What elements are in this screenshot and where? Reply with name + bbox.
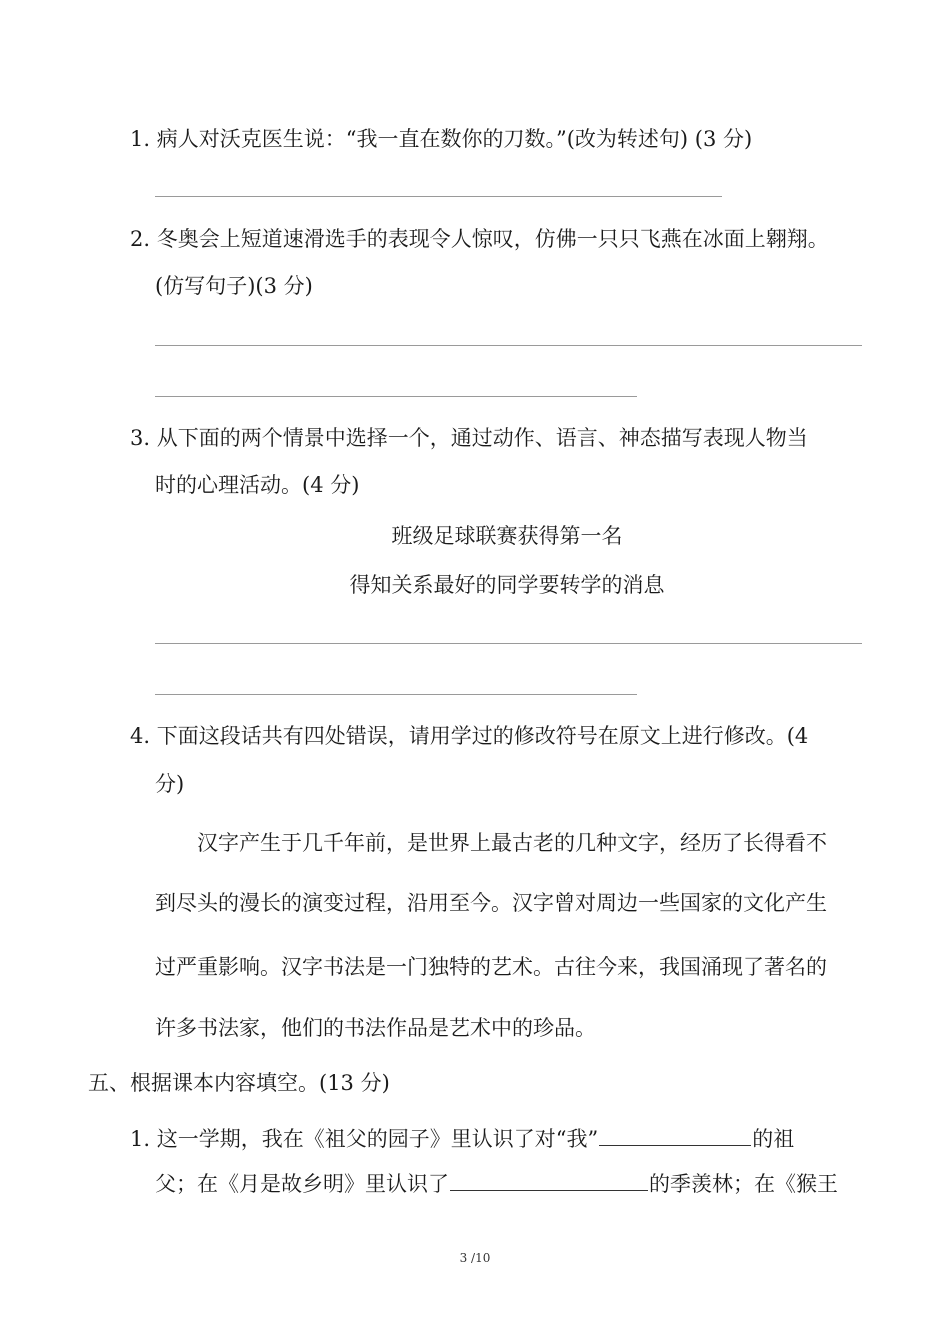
- scenario-option-1: 班级足球联赛获得第一名: [391, 524, 623, 548]
- passage-line: 许多书法家，他们的书法作品是艺术中的珍品。: [155, 1016, 596, 1040]
- question-text: 从下面的两个情景中选择一个，通过动作、语言、神态描写表现人物当: [156, 426, 808, 450]
- fill-blank[interactable]: [450, 1168, 648, 1191]
- fill-blank[interactable]: [599, 1123, 751, 1146]
- passage-line: 到尽头的漫长的演变过程，沿用至今。汉字曾对周边一些国家的文化产生: [155, 891, 827, 915]
- question-4: [130, 722, 808, 750]
- question-text: 这一学期，我在《祖父的园子》里认识了对“我”: [156, 1127, 599, 1151]
- question-3: [130, 424, 808, 452]
- page-number: 3 /10: [459, 1251, 491, 1265]
- question-text: 病人对沃克医生说：“我一直在数你的刀数。”(改为转述句) (3 分): [156, 127, 753, 151]
- question-2: [130, 225, 829, 253]
- question-text-continued: 分): [155, 772, 185, 796]
- answer-line[interactable]: [155, 396, 637, 397]
- question-number: 3.: [130, 426, 151, 450]
- question-number: 1.: [130, 1127, 151, 1151]
- passage-line: 过严重影响。汉字书法是一门独特的艺术。古往今来，我国涌现了著名的: [155, 955, 827, 979]
- section5-question-1: [130, 1123, 794, 1153]
- question-text: 父；在《月是故乡明》里认识了: [155, 1172, 449, 1196]
- question-text: 下面这段话共有四处错误，请用学过的修改符号在原文上进行修改。(4: [156, 724, 809, 748]
- passage-line: 汉字产生于几千年前，是世界上最古老的几种文字，经历了长得看不: [197, 831, 827, 855]
- scenario-option-2: 得知关系最好的同学要转学的消息: [349, 573, 665, 597]
- answer-line[interactable]: [155, 694, 637, 695]
- question-1: [130, 125, 752, 153]
- question-text: 的祖: [752, 1127, 795, 1151]
- section-heading: 五、根据课本内容填空。(13 分): [88, 1071, 390, 1095]
- question-text: 的季羡林；在《猴王: [649, 1172, 838, 1196]
- question-text: 冬奥会上短道速滑选手的表现令人惊叹，仿佛一只只飞燕在冰面上翱翔。: [156, 227, 829, 251]
- question-text-continued: 时的心理活动。(4 分): [155, 473, 360, 497]
- answer-line[interactable]: [155, 643, 862, 644]
- answer-line[interactable]: [155, 345, 862, 346]
- question-number: 1.: [130, 127, 151, 151]
- question-text-continued: (仿写句子)(3 分): [155, 274, 313, 298]
- answer-line[interactable]: [155, 196, 722, 197]
- question-number: 2.: [130, 227, 151, 251]
- question-number: 4.: [130, 724, 151, 748]
- section5-question-1-continued: [155, 1168, 838, 1198]
